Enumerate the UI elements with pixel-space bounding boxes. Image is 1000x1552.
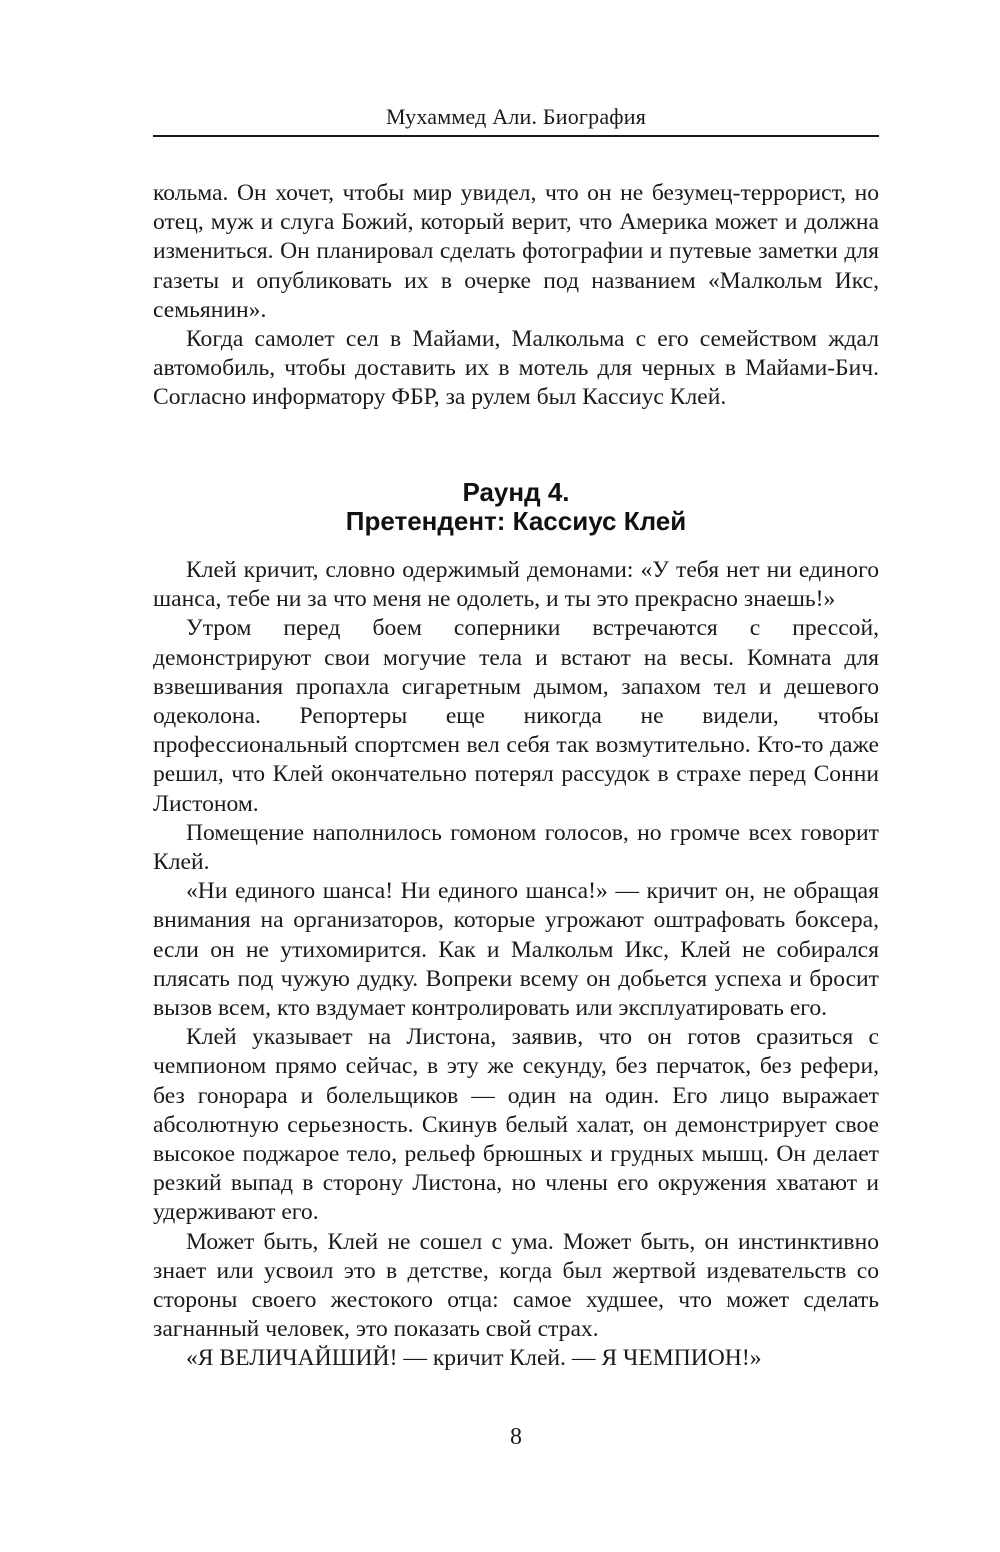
paragraph: Когда самолет сел в Майами, Малкольма с его семейством ждал автомобиль, чтобы доставить их в мотель для черных в Майами-Бич. Согласно информатору ФБР, за рулем был Кассиус Клей. <box>153 326 879 411</box>
chapter-text <box>153 556 879 1374</box>
paragraph: Утром перед боем соперники встречаются с прессой, демонстрируют свои могучие тела и встают на весы. Комната для взвешивания пропахла сигаретным дымом, запахом тел и дешевого одеколона. Репортеры еще никогда не видели, чтобы профессиональный спортсмен вел себя так возмутительно. Кто-то даже решил, что Клей окончательно потерял рассудок в страхе перед Сонни Листоном. <box>153 615 879 817</box>
chapter-title-subtitle: Претендент: Кассиус Клей <box>345 506 687 536</box>
chapter-heading <box>153 478 879 536</box>
paragraph: Может быть, Клей не сошел с ума. Может быть, он инстинктивно знает или усвоил это в детстве, когда был жертвой издевательств со стороны своего жестокого отца: самое худшее, что может сделать загнанный человек, это показать свой страх. <box>153 1228 879 1343</box>
paragraph: кольма. Он хочет, чтобы мир увидел, что он не безумец-террорист, но отец, муж и слуга Божий, который верит, что Америка может и должна измениться. Он планировал сделать фотографии и путевые заметки для газеты и опубликовать их в очерке под названием «Малкольм Икс, семьянин». <box>153 180 879 323</box>
header-rule <box>153 135 879 137</box>
paragraph: Помещение наполнилось гомоном голосов, но громче всех говорит Клей. <box>153 819 879 876</box>
chapter-title-round: Раунд 4. <box>462 477 570 507</box>
paragraph: «Я ВЕЛИЧАЙШИЙ! — кричит Клей. — Я ЧЕМПИОН!» <box>186 1345 762 1372</box>
page-number: 8 <box>510 1424 522 1450</box>
paragraph: Клей указывает на Листона, заявив, что он готов сразиться с чемпионом прямо сейчас, в эту же секунду, без перчаток, без рефери, без гонорара и болельщиков — один на один. Его лицо выражает абсолютную серьезность. Скинув белый халат, он демонстрирует свое высокое поджарое тело, рельеф брюшных и грудных мышц. Он делает резкий выпад в сторону Листона, но члены его окружения хватают и удерживают его. <box>153 1024 879 1226</box>
paragraph: «Ни единого шанса! Ни единого шанса!» — кричит он, не обращая внимания на организаторов, которые угрожают оштрафовать боксера, если он не утихомирится. Как и Малкольм Икс, Клей не собирался плясать под чужую дудку. Вопреки всему он добьется успеха и бросит вызов всем, кто вздумает контролировать или эксплуатировать его. <box>153 878 879 1022</box>
running-title: Мухаммед Али. Биография <box>385 104 647 129</box>
intro-text <box>153 179 879 413</box>
paragraph: Клей кричит, словно одержимый демонами: «У тебя нет ни единого шанса, тебе ни за что меня не одолеть, и ты это прекрасно знаешь!» <box>153 557 879 613</box>
